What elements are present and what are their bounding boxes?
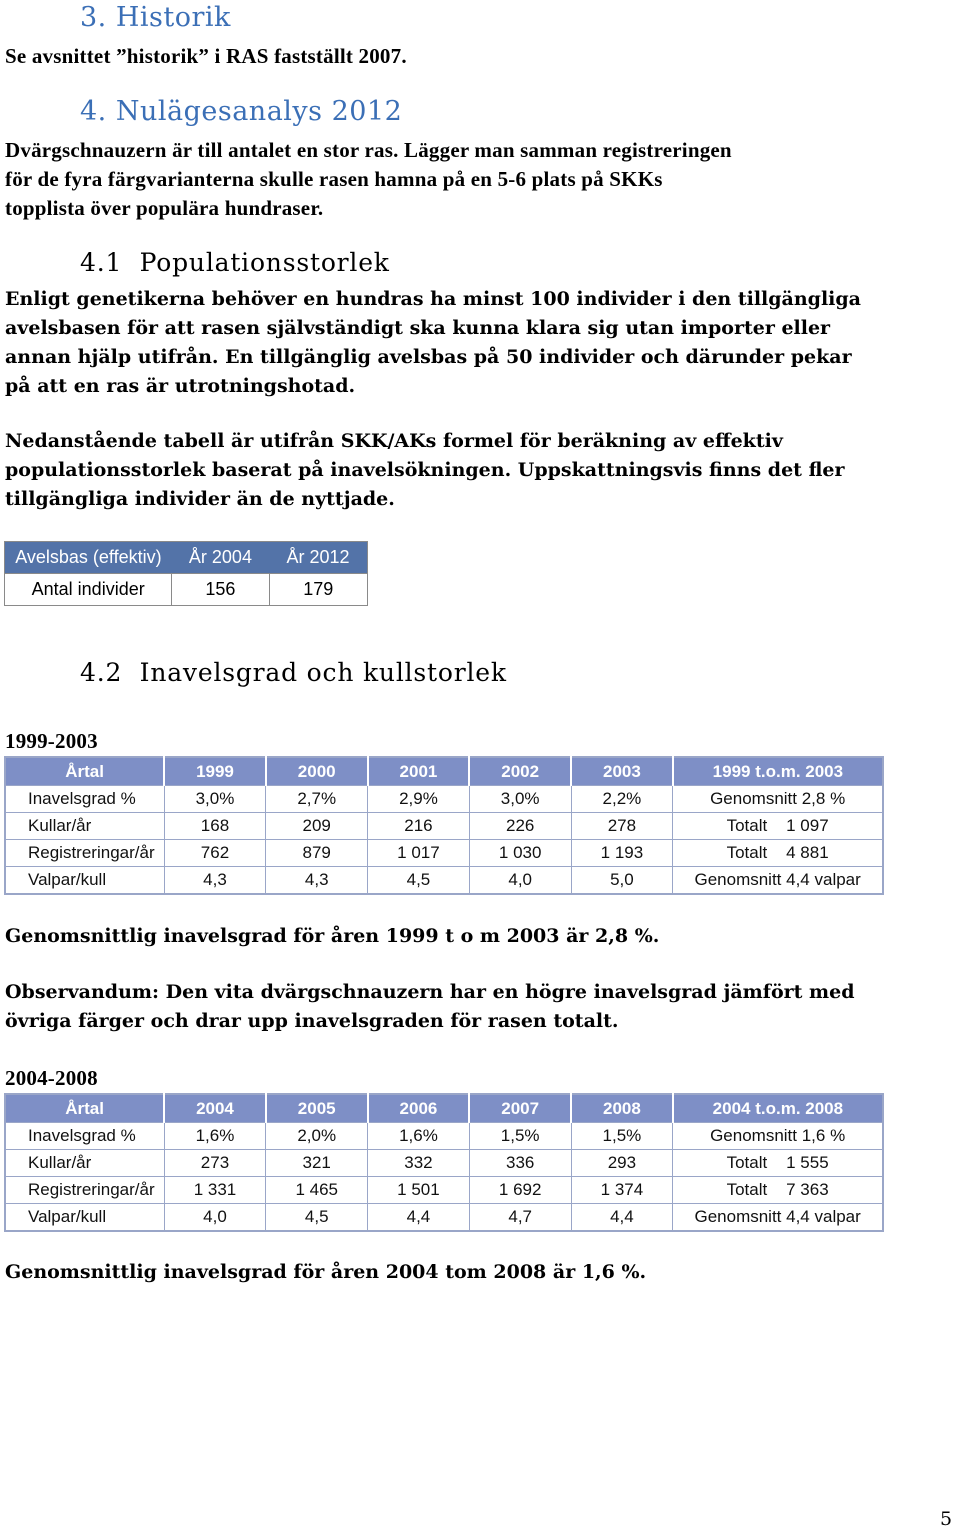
table-row <box>5 813 883 840</box>
table-cell: 293 <box>571 1150 673 1177</box>
table-cell: 5,0 <box>571 867 673 895</box>
table-cell: Genomsnitt 4,4 valpar <box>673 867 883 895</box>
table-cell: 216 <box>368 813 470 840</box>
table-cell: Valpar/kull <box>5 867 164 895</box>
table-cell: Totalt 1 555 <box>673 1150 883 1177</box>
table-cell: Antal individer <box>5 574 172 606</box>
table-cell: Totalt 7 363 <box>673 1177 883 1204</box>
table-cell: 1 193 <box>571 840 673 867</box>
table-header: Avelsbas (effektiv) <box>5 542 172 574</box>
table-header: 1999 <box>164 757 266 786</box>
paragraph-line: annan hjälp utifrån. En tillgänglig avelsbas på 50 individer och därunder pekar <box>5 346 852 368</box>
table-header: År 2012 <box>269 542 368 574</box>
table-cell: 1 501 <box>368 1177 470 1204</box>
paragraph-line: på att en ras är utrotningshotad. <box>5 375 356 397</box>
table-cell: 156 <box>172 574 269 606</box>
table-header: 2004 t.o.m. 2008 <box>673 1094 883 1123</box>
inavel-table-2004-2008 <box>4 1093 884 1232</box>
summary-2004-2008: Genomsnittlig inavelsgrad för åren 2004 tom 2008 är 1,6 %. <box>5 1261 647 1283</box>
observandum-paragraph <box>5 978 955 1036</box>
section-4-2-title: 4.2 Inavelsgrad och kullstorlek <box>80 658 507 687</box>
table-cell: 278 <box>571 813 673 840</box>
paragraph-line: avelsbasen för att rasen självständigt ska kunna klara sig utan importer eller <box>5 317 831 339</box>
table-cell: 1,6% <box>164 1123 266 1150</box>
table-cell: 2,0% <box>266 1123 368 1150</box>
table-cell: Inavelsgrad % <box>5 1123 164 1150</box>
table-row <box>5 1177 883 1204</box>
inavel-table-1999-2003 <box>4 756 884 895</box>
table-cell: 1 692 <box>469 1177 571 1204</box>
section-3-text: Se avsnittet ”historik” i RAS fastställt 2007. <box>5 44 407 68</box>
table-cell: 1,5% <box>571 1123 673 1150</box>
table-header: Årtal <box>5 1094 164 1123</box>
paragraph-line: topplista över populära hundraser. <box>5 196 324 220</box>
table-cell: 4,7 <box>469 1204 571 1232</box>
table-cell: Genomsnitt 1,6 % <box>673 1123 883 1150</box>
table-header: 2002 <box>469 757 571 786</box>
table-header: 2007 <box>469 1094 571 1123</box>
table-header: 2008 <box>571 1094 673 1123</box>
table-cell: 1 465 <box>266 1177 368 1204</box>
table-header: 2000 <box>266 757 368 786</box>
table-row <box>5 1204 883 1232</box>
table-cell: 273 <box>164 1150 266 1177</box>
table-cell: 226 <box>469 813 571 840</box>
period-label-2004-2008: 2004-2008 <box>5 1066 98 1090</box>
table-cell: 209 <box>266 813 368 840</box>
table-cell: 3,0% <box>164 786 266 813</box>
section-4-1-title: 4.1 Populationsstorlek <box>80 248 390 277</box>
table-cell: Registreringar/år <box>5 840 164 867</box>
paragraph-line: övriga färger och drar upp inavelsgraden för rasen totalt. <box>5 1010 619 1032</box>
paragraph-line: Observandum: Den vita dvärgschnauzern har en högre inavelsgrad jämfört med <box>5 981 855 1003</box>
paragraph-line: Enligt genetikerna behöver en hundras ha minst 100 individer i den tillgängliga <box>5 288 861 310</box>
table-cell: 1 331 <box>164 1177 266 1204</box>
table-cell: 4,3 <box>164 867 266 895</box>
table-row <box>5 1123 883 1150</box>
table-cell: 2,2% <box>571 786 673 813</box>
table-cell: Kullar/år <box>5 813 164 840</box>
table-header-row <box>5 1094 883 1123</box>
table-header: Årtal <box>5 757 164 786</box>
table-cell: 4,4 <box>571 1204 673 1232</box>
table-cell: 1,5% <box>469 1123 571 1150</box>
period-label-1999-2003: 1999-2003 <box>5 729 98 753</box>
section-4-1-paragraph-1 <box>5 285 955 401</box>
table-cell: 168 <box>164 813 266 840</box>
table-cell: 4,4 <box>368 1204 470 1232</box>
page-number: 5 <box>940 1508 953 1530</box>
table-header: 2006 <box>368 1094 470 1123</box>
table-cell: Genomsnitt 4,4 valpar <box>673 1204 883 1232</box>
section-4-paragraph <box>5 136 732 223</box>
table-cell: 4,0 <box>469 867 571 895</box>
table-cell: 4,5 <box>266 1204 368 1232</box>
table-cell: 321 <box>266 1150 368 1177</box>
table-header: 1999 t.o.m. 2003 <box>673 757 883 786</box>
paragraph-line: Nedanstående tabell är utifrån SKK/AKs formel för beräkning av effektiv <box>5 430 783 452</box>
table-cell: 879 <box>266 840 368 867</box>
table-header-row <box>5 757 883 786</box>
table-row <box>5 1150 883 1177</box>
table-cell: Totalt 4 881 <box>673 840 883 867</box>
table-row <box>5 867 883 895</box>
table-cell: 2,9% <box>368 786 470 813</box>
summary-1999-2003: Genomsnittlig inavelsgrad för åren 1999 t o m 2003 är 2,8 %. <box>5 925 660 947</box>
table-cell: Registreringar/år <box>5 1177 164 1204</box>
table-cell: 3,0% <box>469 786 571 813</box>
table-header: 2001 <box>368 757 470 786</box>
table-cell: 4,0 <box>164 1204 266 1232</box>
table-header-row <box>5 542 368 574</box>
paragraph-line: tillgängliga individer än de nyttjade. <box>5 488 395 510</box>
section-3-title: 3. Historik <box>80 2 231 33</box>
table-cell: 332 <box>368 1150 470 1177</box>
table-cell: Valpar/kull <box>5 1204 164 1232</box>
table-cell: 4,5 <box>368 867 470 895</box>
table-row <box>5 786 883 813</box>
table-header: År 2004 <box>172 542 269 574</box>
paragraph-line: Dvärgschnauzern är till antalet en stor ras. Lägger man samman registreringen <box>5 138 732 162</box>
table-cell: 4,3 <box>266 867 368 895</box>
table-header: 2005 <box>266 1094 368 1123</box>
table-cell: 1 374 <box>571 1177 673 1204</box>
table-cell: 1 017 <box>368 840 470 867</box>
table-cell: 2,7% <box>266 786 368 813</box>
section-4-title: 4. Nulägesanalys 2012 <box>80 96 403 127</box>
table-header: 2004 <box>164 1094 266 1123</box>
table-cell: Kullar/år <box>5 1150 164 1177</box>
table-cell: 1,6% <box>368 1123 470 1150</box>
table-header: 2003 <box>571 757 673 786</box>
table-row <box>5 574 368 606</box>
table-cell: 762 <box>164 840 266 867</box>
table-cell: 1 030 <box>469 840 571 867</box>
table-cell: Genomsnitt 2,8 % <box>673 786 883 813</box>
paragraph-line: populationsstorlek baserat på inavelsökningen. Uppskattningsvis finns det fler <box>5 459 845 481</box>
paragraph-line: för de fyra färgvarianterna skulle rasen hamna på en 5-6 plats på SKKs <box>5 167 663 191</box>
table-cell: Inavelsgrad % <box>5 786 164 813</box>
avelsbas-table <box>4 541 368 606</box>
table-cell: 179 <box>269 574 368 606</box>
section-4-1-paragraph-2 <box>5 427 955 514</box>
table-cell: 336 <box>469 1150 571 1177</box>
table-cell: Totalt 1 097 <box>673 813 883 840</box>
table-row <box>5 840 883 867</box>
